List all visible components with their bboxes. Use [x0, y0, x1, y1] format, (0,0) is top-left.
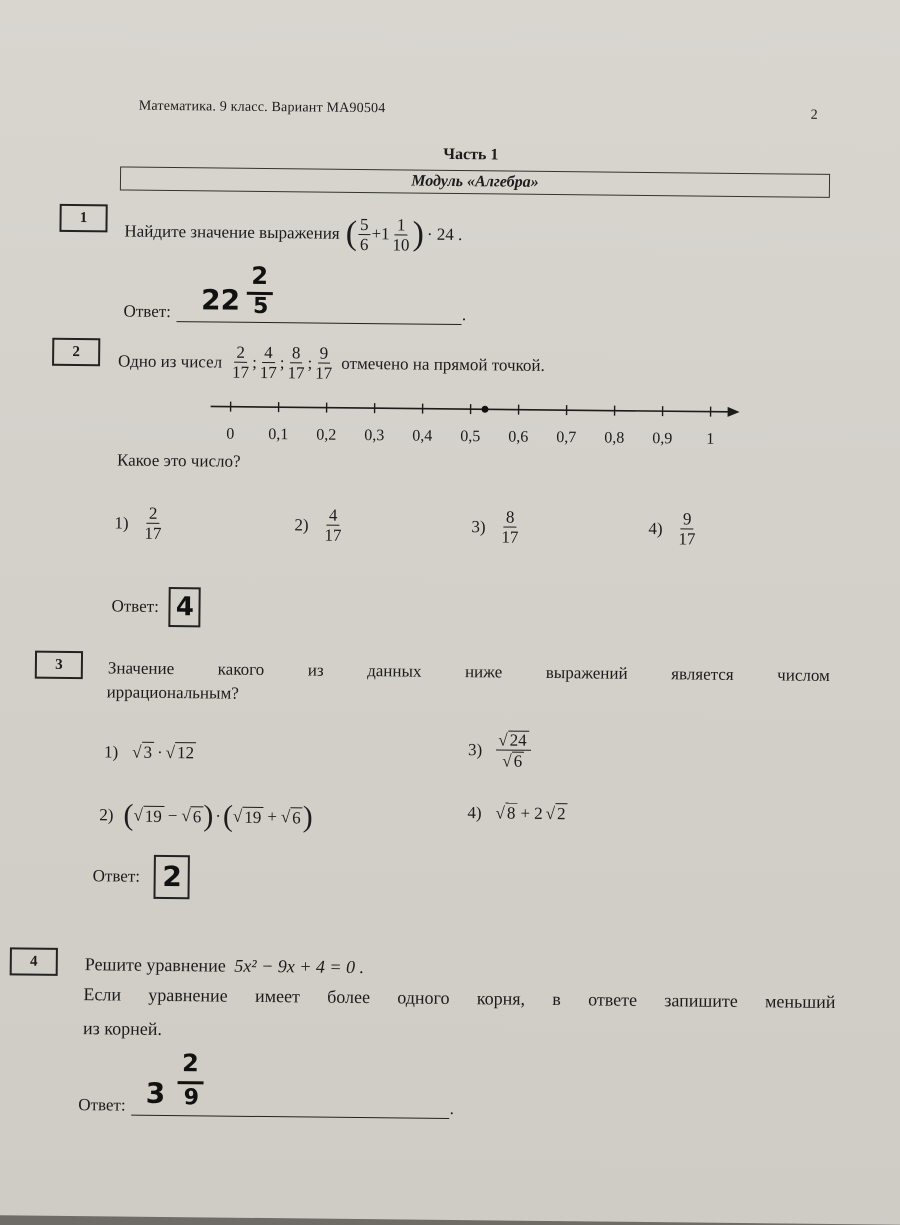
- task-2-question: Одно из чисел $\frac{2}{17}$ ; $\frac{4}{17}$ ; $\frac{8}{17}$ ; $\frac{9}{17}$ отмечено на прямой точкой.: [118, 342, 545, 383]
- answer-end-dot: .: [462, 305, 466, 325]
- number-line-tick-label: 1: [706, 431, 714, 448]
- fraction-denominator: 6: [358, 234, 371, 252]
- fraction-denominator: 10: [390, 235, 411, 253]
- task-3-option-3[interactable]: [468, 730, 532, 770]
- answer-label: Ответ:: [111, 596, 159, 616]
- handwritten-denominator: 5: [253, 294, 269, 319]
- task-number-4: 4: [10, 947, 58, 976]
- plus-one: +1: [371, 224, 389, 244]
- part-title: Часть 1: [443, 146, 498, 165]
- answer-label: Ответ:: [78, 1095, 126, 1115]
- fraction-numerator: 2: [234, 344, 247, 363]
- radicand: 19: [242, 806, 263, 827]
- radicand: 19: [143, 805, 164, 826]
- radicand: 3: [141, 742, 154, 763]
- fraction-5-6: [358, 215, 371, 252]
- task-3-text-line1: Значение какого из данных ниже выражений является числом: [108, 658, 830, 686]
- answer-field-4[interactable]: [132, 1069, 450, 1119]
- option-fraction: [676, 510, 697, 547]
- number-line-tick-label: 0,2: [316, 427, 336, 444]
- left-paren: (: [345, 215, 357, 253]
- number-line-tick-label: 0,1: [268, 426, 288, 443]
- number-line-tick-label: 0,9: [652, 430, 672, 447]
- handwritten-whole: 3: [146, 1077, 166, 1110]
- radicand: 6: [512, 752, 525, 770]
- task-4-equation: 5x² − 9x + 4 = 0 .: [234, 956, 364, 977]
- fraction-8-17: [285, 344, 306, 381]
- plus-two: + 2: [520, 803, 543, 823]
- handwritten-answer: 4: [176, 592, 194, 622]
- radicand: 8: [505, 803, 518, 824]
- task-2-text-start: Одно из чисел: [118, 351, 222, 372]
- option-label: 1): [104, 742, 118, 762]
- handwritten-numerator: 2: [251, 262, 268, 290]
- task-number-2: 2: [52, 338, 100, 367]
- fraction-numerator: 1: [395, 216, 408, 235]
- task-2-option-1[interactable]: [114, 504, 165, 542]
- option-label: 3): [471, 517, 485, 537]
- option-label: 3): [468, 740, 482, 760]
- option-label: 4): [467, 803, 481, 823]
- answer-box-3[interactable]: [154, 855, 190, 899]
- fraction-denominator: 17: [230, 363, 251, 381]
- handwritten-denominator: 9: [184, 1085, 200, 1110]
- task-4-text-start: Решите уравнение: [85, 954, 226, 975]
- option-fraction: √ 24 √ 6: [496, 730, 531, 769]
- fraction-numerator: 8: [504, 509, 517, 528]
- fraction-numerator: 4: [262, 344, 275, 363]
- page-header-title: Математика. 9 класс. Вариант МА90504: [139, 99, 386, 118]
- task-3-text-line2: иррациональным?: [107, 682, 239, 703]
- number-line-tick-label: 0,8: [604, 430, 624, 447]
- number-line-tick-label: 0,7: [556, 429, 576, 446]
- fraction-numerator: 8: [290, 344, 303, 363]
- task-2-option-3[interactable]: [471, 508, 522, 546]
- task-3-option-4[interactable]: 4) √ 8 + 2 √ 2: [467, 802, 567, 824]
- option-label: 1): [114, 513, 128, 533]
- number-line-arrow-icon: [728, 407, 740, 417]
- number-line-tick-label: 0,6: [508, 429, 528, 446]
- option-label: 2): [294, 515, 308, 535]
- number-line-tick-label: 0: [226, 426, 234, 443]
- task-3-answer-row: [92, 854, 190, 899]
- marked-point: [481, 406, 488, 413]
- answer-label: Ответ:: [124, 302, 172, 322]
- fraction-2-17: [230, 344, 251, 381]
- answer-box-2[interactable]: [169, 587, 201, 627]
- task-4-question: [85, 954, 365, 978]
- radicand: 6: [191, 806, 204, 827]
- task-1-question: [124, 213, 462, 255]
- fraction-denominator: 17: [142, 524, 163, 542]
- fraction-numerator: 9: [318, 345, 331, 364]
- right-paren: ): [412, 216, 424, 254]
- task-1-text: Найдите значение выражения: [124, 222, 339, 244]
- radicand: 2: [555, 803, 568, 824]
- handwritten-answer: 2: [162, 860, 182, 893]
- task-1-answer-row: [124, 277, 467, 326]
- handwritten-whole: 22: [201, 283, 240, 316]
- radicand: 24: [508, 731, 529, 749]
- answer-end-dot: .: [450, 1099, 454, 1119]
- handwritten-numerator: 2: [182, 1049, 199, 1077]
- fraction-denominator: 17: [322, 526, 343, 544]
- answer-field-1[interactable]: [177, 277, 462, 325]
- answer-label: Ответ:: [93, 866, 141, 886]
- task-2-option-2[interactable]: [294, 506, 345, 544]
- fraction-denominator: 17: [676, 529, 697, 547]
- task-4-text-line2: Если уравнение имеет более одного корня, в ответе запишите меньший: [83, 984, 835, 1013]
- fraction-denominator: 17: [499, 527, 520, 545]
- task-2-text-end: отмечено на прямой точкой.: [341, 353, 545, 375]
- number-line-tick-label: 0,3: [364, 427, 384, 444]
- task-number-1: 1: [59, 204, 107, 233]
- task-2-answer-row: [111, 586, 201, 627]
- radicand: 12: [175, 742, 196, 763]
- radicand: 6: [290, 807, 303, 828]
- option-fraction: [322, 507, 343, 544]
- number-line-axis: [211, 406, 728, 411]
- times-24: · 24 .: [427, 225, 463, 245]
- number-line-tick-label: 0,5: [460, 428, 480, 445]
- number-line: [205, 392, 745, 448]
- fraction-9-17: [313, 345, 334, 382]
- task-3-option-1[interactable]: 1) √ 3 · √ 12: [104, 741, 196, 763]
- module-banner: [120, 166, 830, 197]
- fraction-numerator: 5: [358, 215, 371, 234]
- option-label: 4): [648, 519, 662, 539]
- fraction-numerator: 4: [327, 507, 340, 526]
- task-2-option-4[interactable]: [648, 510, 699, 548]
- number-line-tick-label: 0,4: [412, 428, 432, 445]
- fraction-4-17: [258, 344, 279, 381]
- fraction-1-10: [390, 216, 411, 253]
- task-2-subquestion: Какое это число?: [117, 450, 241, 471]
- fraction-numerator: 2: [147, 505, 160, 524]
- handwritten-fraction-bar: [178, 1081, 204, 1084]
- fraction-denominator: 17: [258, 363, 279, 381]
- option-label: 2): [99, 805, 113, 825]
- task-4-answer-row: [78, 1068, 454, 1119]
- option-fraction: [499, 508, 520, 545]
- fraction-denominator: 17: [285, 363, 306, 381]
- module-title: Модуль «Алгебра»: [411, 173, 539, 191]
- page-number: 2: [811, 108, 818, 124]
- fraction-denominator: 17: [313, 364, 334, 382]
- fraction-numerator: 9: [681, 510, 694, 529]
- task-3-option-2[interactable]: 2) ( √ 19 − √ 6 ) · ( √ 19 + √ 6 ): [99, 798, 313, 834]
- task-4-text-line3: из корней.: [83, 1018, 162, 1040]
- option-fraction: [142, 505, 163, 542]
- task-number-3: 3: [35, 651, 83, 680]
